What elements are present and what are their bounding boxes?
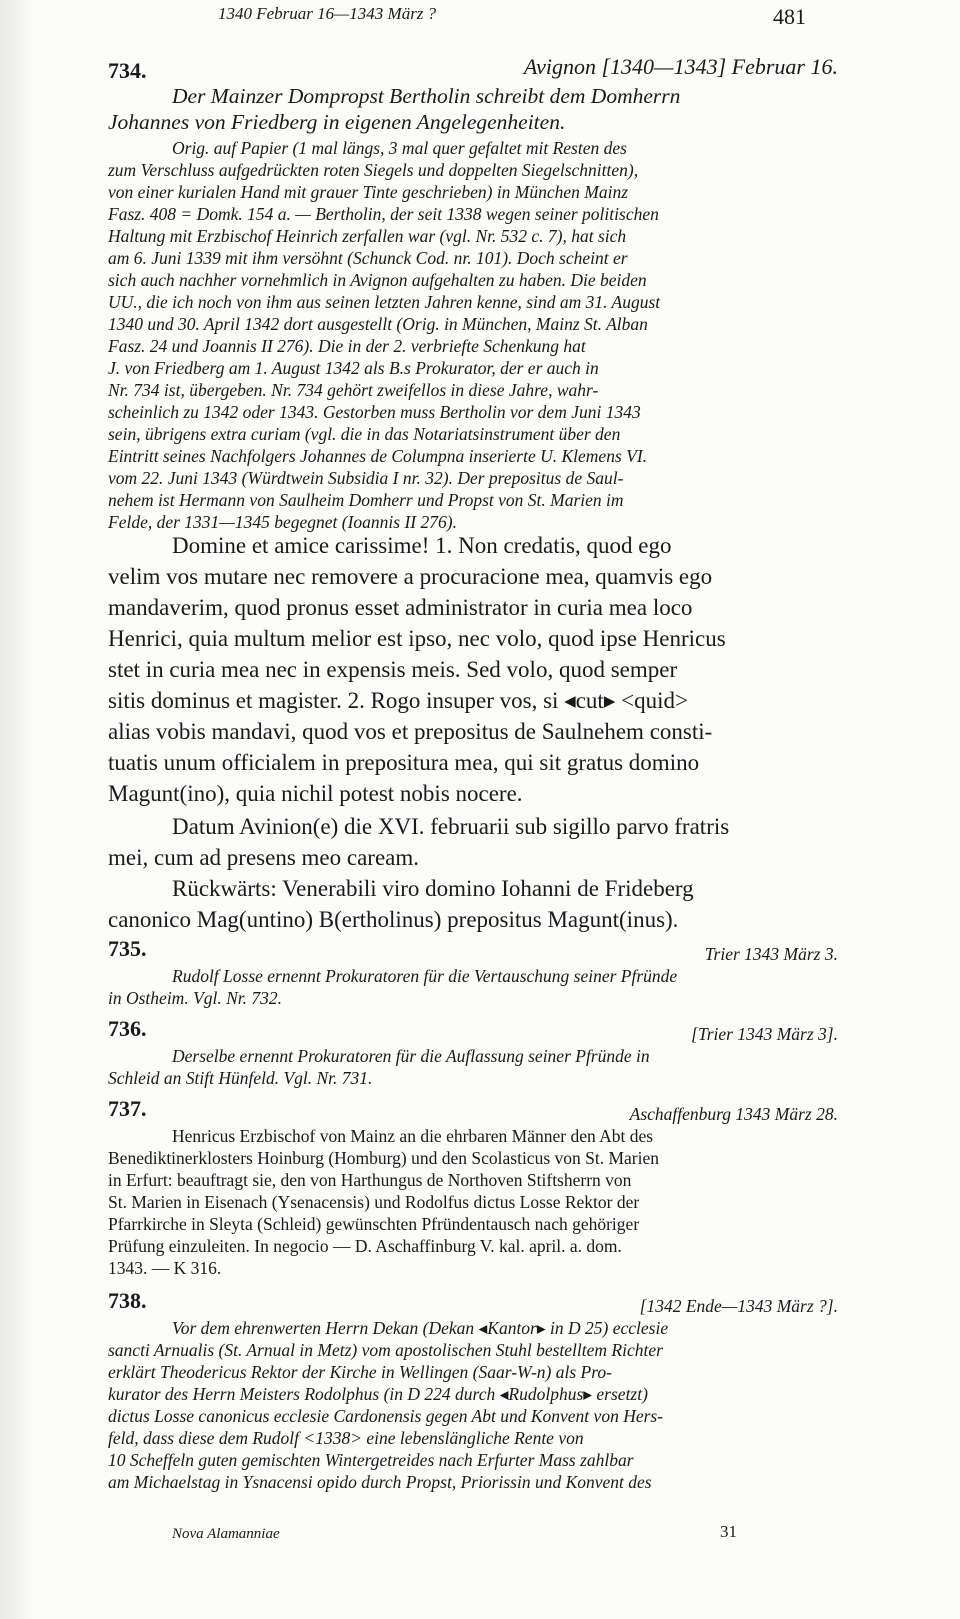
text-line: sitis dominus et magister. 2. Rogo insuper vos, si ◂cut▸ <quid> xyxy=(108,688,688,713)
text-line: alias vobis mandavi, quod vos et prepositus de Saulnehem consti- xyxy=(108,719,713,744)
regest-line: Johannes von Friedberg in eigenen Angelegenheiten. xyxy=(108,110,566,134)
commentary-line: Fasz. 24 und Joannis II 276). Die in der 2. verbriefte Schenkung hat xyxy=(108,336,586,356)
text-line: Magunt(ino), quia nichil potest nobis nocere. xyxy=(108,781,523,806)
commentary-line: Eintritt seines Nachfolgers Johannes de Columpna inserierte U. Klemens VI. xyxy=(108,446,648,466)
entry-text-line: Prüfung einzuleiten. In negocio — D. Aschaffinburg V. kal. april. a. dom. xyxy=(108,1236,622,1256)
entry-text-line: Benediktinerklosters Hoinburg (Homburg) und den Scolasticus von St. Marien xyxy=(108,1148,660,1168)
commentary-line: vom 22. Juni 1343 (Würdtwein Subsidia I nr. 32). Der prepositus de Saul- xyxy=(108,468,624,488)
text-line: mandaverim, quod pronus esset administrator in curia mea loco xyxy=(108,595,693,620)
text-line: Datum Avinion(e) die XVI. februarii sub sigillo parvo fratris xyxy=(172,814,730,839)
entry-text-line: am Michaelstag in Ysnacensi opido durch Propst, Priorissin und Konvent des xyxy=(108,1472,652,1492)
entry-place-date: Trier 1343 März 3. xyxy=(704,944,838,964)
commentary-line: zum Verschluss aufgedrückten roten Siegels und doppelten Siegelschnitten), xyxy=(108,160,639,180)
entry-number: 736. xyxy=(108,1016,147,1041)
text-line: stet in curia mea nec in expensis meis. Sed volo, quod semper xyxy=(108,657,678,682)
commentary-line: am 6. Juni 1339 mit ihm versöhnt (Schunck Cod. nr. 101). Doch scheint er xyxy=(108,248,628,268)
entry-number: 734. xyxy=(108,58,147,83)
entry-text-line: Derselbe ernennt Prokuratoren für die Auflassung seiner Pfründe in xyxy=(172,1046,650,1066)
entry-text-line: sancti Arnualis (St. Arnual in Metz) vom apostolischen Stuhl bestelltem Richter xyxy=(108,1340,663,1360)
entry-text-line: Pfarrkirche in Sleyta (Schleid) gewünschten Pfründentausch nach gehöriger xyxy=(108,1214,640,1234)
footer-series: Nova Alamanniae xyxy=(172,1526,280,1542)
commentary-line: 1340 und 30. April 1342 dort ausgestellt (Orig. in München, Mainz St. Alban xyxy=(108,314,648,334)
commentary-line: scheinlich zu 1342 oder 1343. Gestorben muss Bertholin vor dem Juni 1343 xyxy=(108,402,641,422)
running-header-title: 1340 Februar 16—1343 März ? xyxy=(218,4,437,23)
entry-text-line: 10 Scheffeln guten gemischten Wintergetreides nach Erfurter Mass zahlbar xyxy=(108,1450,634,1470)
entry-text-line: Rudolf Losse ernennt Prokuratoren für die Vertauschung seiner Pfründe xyxy=(172,966,678,986)
commentary-line: von einer kurialen Hand mit grauer Tinte geschrieben) in München Mainz xyxy=(108,182,629,202)
text-line: Rückwärts: Venerabili viro domino Iohanni de Frideberg xyxy=(172,876,694,901)
entry-text-line: Schleid an Stift Hünfeld. Vgl. Nr. 731. xyxy=(108,1068,373,1088)
entry-place-date: [Trier 1343 März 3]. xyxy=(691,1024,838,1044)
entry-number: 738. xyxy=(108,1288,147,1313)
entry-text-line: dictus Losse canonicus ecclesie Cardonensis gegen Abt und Konvent von Hers- xyxy=(108,1406,664,1426)
text-line: velim vos mutare nec removere a procuracione mea, quamvis ego xyxy=(108,564,713,589)
entry-text-line: Henricus Erzbischof von Mainz an die ehrbaren Männer den Abt des xyxy=(172,1126,654,1146)
text-line: mei, cum ad presens meo caream. xyxy=(108,845,420,870)
entry-text-line: feld, dass diese dem Rudolf <1338> eine lebenslängliche Rente von xyxy=(108,1428,584,1448)
entry-text-line: in Erfurt: beauftragt sie, den von Harthungus de Northoven Stiftsherrn von xyxy=(108,1170,632,1190)
scan-edge-shadow xyxy=(0,0,32,1619)
entry-text-line: Vor dem ehrenwerten Herrn Dekan (Dekan ◂Kantor▸ in D 25) ecclesie xyxy=(172,1318,669,1338)
commentary-line: nehem ist Hermann von Saulheim Domherr und Propst von St. Marien im xyxy=(108,490,624,510)
text-line: canonico Mag(untino) B(ertholinus) prepositus Magunt(inus). xyxy=(108,907,679,932)
footer-signature: 31 xyxy=(720,1522,737,1541)
commentary-line: Haltung mit Erzbischof Heinrich zerfallen war (vgl. Nr. 532 c. 7), hat sich xyxy=(108,226,627,246)
entry-text-line: 1343. — K 316. xyxy=(108,1258,222,1278)
text-line: Henrici, quia multum melior est ipso, nec volo, quod ipse Henricus xyxy=(108,626,726,651)
entry-place-date: Aschaffenburg 1343 März 28. xyxy=(629,1104,838,1124)
commentary-line: Felde, der 1331—1345 begegnet (Ioannis II 276). xyxy=(108,512,457,532)
commentary-line: Nr. 734 ist, übergeben. Nr. 734 gehört zweifellos in diese Jahre, wahr- xyxy=(108,380,599,400)
text-line: tuatis unum officialem in prepositura mea, qui sit gratus domino xyxy=(108,750,700,775)
entry-text-line: erklärt Theodericus Rektor der Kirche in Wellingen (Saar-W-n) als Pro- xyxy=(108,1362,612,1382)
page-number: 481 xyxy=(773,4,806,29)
commentary-line: Fasz. 408 = Domk. 154 a. — Bertholin, der seit 1338 wegen seiner politischen xyxy=(108,204,659,224)
commentary-line: UU., die ich noch von ihm aus seinen letzten Jahren kenne, sind am 31. August xyxy=(108,292,661,312)
commentary-line: Orig. auf Papier (1 mal längs, 3 mal quer gefaltet mit Resten des xyxy=(172,138,627,158)
commentary-line: sein, übrigens extra curiam (vgl. die in das Notariatsinstrument über den xyxy=(108,424,621,444)
entry-number: 737. xyxy=(108,1096,147,1121)
text-line: Domine et amice carissime! 1. Non credatis, quod ego xyxy=(172,533,672,558)
commentary-line: sich auch nachher vornehmlich in Avignon aufgehalten zu haben. Die beiden xyxy=(108,270,647,290)
entry-number: 735. xyxy=(108,936,147,961)
entry-text-line: in Ostheim. Vgl. Nr. 732. xyxy=(108,988,283,1008)
entry-place-date: Avignon [1340—1343] Februar 16. xyxy=(523,54,838,79)
entry-text-line: kurator des Herrn Meisters Rodolphus (in D 224 durch ◂Rudolphus▸ ersetzt) xyxy=(108,1384,648,1404)
entry-place-date: [1342 Ende—1343 März ?]. xyxy=(639,1296,838,1316)
regest-line: Der Mainzer Dompropst Bertholin schreibt dem Domherrn xyxy=(172,84,681,108)
entry-text-line: St. Marien in Eisenach (Ysenacensis) und Rodolfus dictus Losse Rektor der xyxy=(108,1192,640,1212)
commentary-line: J. von Friedberg am 1. August 1342 als B.s Prokurator, der er auch in xyxy=(108,358,599,378)
